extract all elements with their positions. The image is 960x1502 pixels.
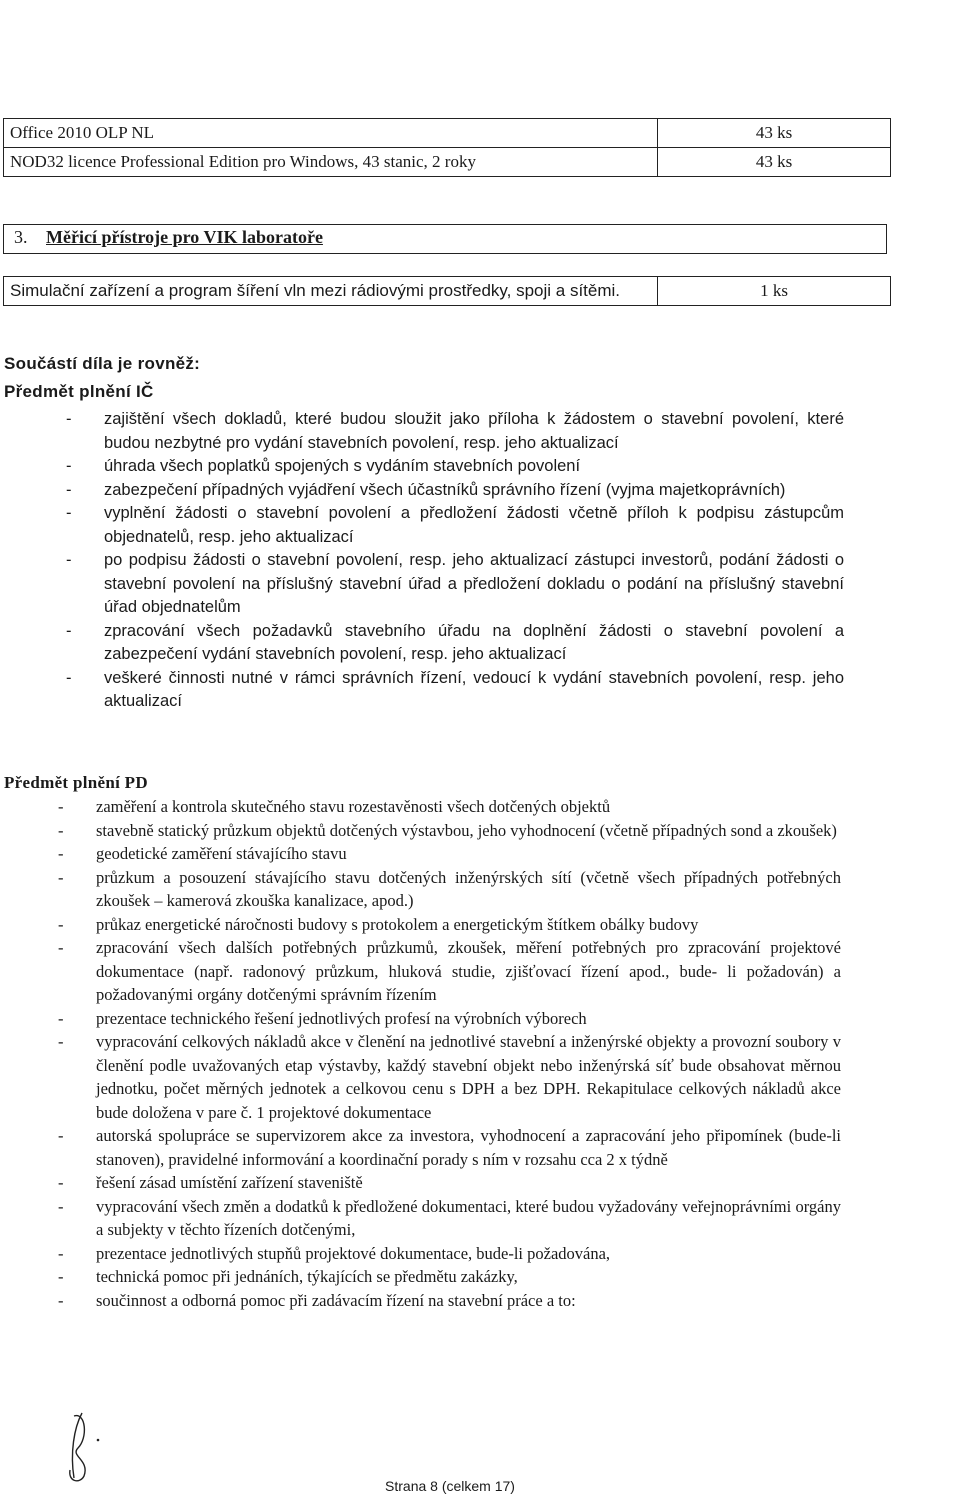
list-item: - technická pomoc při jednáních, týkajících se předmětu zakázky, bbox=[96, 1265, 841, 1289]
list-item: - řešení zásad umístění zařízení staveniště bbox=[96, 1171, 841, 1195]
list-item: - zaměření a kontrola skutečného stavu rozestavěnosti všech dotčených objektů bbox=[96, 795, 841, 819]
list-item: - vypracování celkových nákladů akce v členění na jednotlivé stavební a inženýrské objekty a provozní soubory v členění podle uvažovaných etap výstavby, každý stavební objekt nebo inženýrská síť bude obsahovat měrnou jednotku, počet měrných jednotek a celkovou cenu s DPH a bez DPH. Rekapitulace celkových nákladů akce bude doložena v pare č. 1 projektové dokumentace bbox=[96, 1030, 841, 1124]
item-qty: 43 ks bbox=[658, 148, 891, 177]
page-number: Strana 8 (celkem 17) bbox=[385, 1478, 515, 1494]
item-name: NOD32 licence Professional Edition pro Windows, 43 stanic, 2 roky bbox=[4, 148, 658, 177]
pd-heading: Předmět plnění PD bbox=[4, 773, 148, 792]
list-item: - zabezpečení případných vyjádření všech účastníků správního řízení (vyjma majetkoprávních) bbox=[104, 479, 844, 503]
pd-list bbox=[96, 795, 841, 1312]
section-title: Měřicí přístroje pro VIK laboratoře bbox=[46, 227, 323, 247]
list-item: - průzkum a posouzení stávajícího stavu dotčených inženýrských sítí (včetně všech případných potřebných zkoušek – kamerová zkouška kanalizace, apod.) bbox=[96, 866, 841, 913]
signature-initial bbox=[60, 1408, 110, 1488]
list-item: - geodetické zaměření stávajícího stavu bbox=[96, 842, 841, 866]
list-item: - prezentace jednotlivých stupňů projektové dokumentace, bude-li požadována, bbox=[96, 1242, 841, 1266]
item-name: Office 2010 OLP NL bbox=[4, 119, 658, 148]
item-qty: 1 ks bbox=[658, 277, 891, 306]
ic-heading: Předmět plnění IČ bbox=[4, 382, 154, 401]
table-row bbox=[4, 119, 891, 148]
list-item: - vyplnění žádosti o stavební povolení a předložení žádosti včetně příloh k podpisu zástupcům objednatelů, resp. jeho aktualizací bbox=[104, 502, 844, 549]
page-footer bbox=[0, 1478, 960, 1494]
list-item: - stavebně statický průzkum objektů dotčených výstavbou, jeho vyhodnocení (včetně případných sond a zkoušek) bbox=[96, 819, 841, 843]
ic-list bbox=[104, 408, 844, 714]
list-item: - zajištění všech dokladů, které budou sloužit jako příloha k žádostem o stavební povolení, které budou nezbytné pro vydání stavebních povolení, resp. jeho aktualizací bbox=[104, 408, 844, 455]
list-item: - veškeré činnosti nutné v rámci správních řízení, vedoucí k vydání stavebních povolení, resp. jeho aktualizací bbox=[104, 667, 844, 714]
list-item: - vypracování všech změn a dodatků k předložené dokumentaci, které budou vyžadovány veřejnoprávními orgány a subjekty v těchto řízeních dotčenými, bbox=[96, 1195, 841, 1242]
table-row bbox=[4, 148, 891, 177]
item-name: Simulační zařízení a program šíření vln mezi rádiovými prostředky, spoji a sítěmi. bbox=[4, 277, 658, 306]
item-qty: 43 ks bbox=[658, 119, 891, 148]
list-item: - zpracování všech požadavků stavebního úřadu na doplnění žádosti o stavební povolení a zabezpečení vydání stavebních povolení, resp. jeho aktualizací bbox=[104, 620, 844, 667]
list-item: - průkaz energetické náročnosti budovy s protokolem a energetickým štítkem obálky budovy bbox=[96, 913, 841, 937]
software-table bbox=[3, 118, 891, 177]
section-3-heading bbox=[3, 224, 887, 254]
list-item: - po podpisu žádosti o stavební povolení, resp. jeho aktualizací zástupci investorů, podání žádosti o stavební povolení na příslušný stavební úřad a předložení dokladu o podání na příslušný stavební úřad objednatelům bbox=[104, 549, 844, 620]
section-number: 3. bbox=[14, 227, 28, 247]
list-item: - úhrada všech poplatků spojených s vydáním stavebních povolení bbox=[104, 455, 844, 479]
list-item: - zpracování všech dalších potřebných průzkumů, zkoušek, měření potřebných pro zpracování projektové dokumentace (např. radonový průzkum, hluková studie, zjišťovací řízení apod., bude- li požadován) a požadovanými orgány dotčenými správním řízením bbox=[96, 936, 841, 1007]
list-item: - prezentace technického řešení jednotlivých profesí na výrobních výborech bbox=[96, 1007, 841, 1031]
list-item: - autorská spolupráce se supervizorem akce za investora, vyhodnocení a zapracování jeho připomínek (bude-li stanoven), pravidelné informování a koordinační porady s ním v rozsahu cca 2 x týdně bbox=[96, 1124, 841, 1171]
list-item: - součinnost a odborná pomoc při zadávacím řízení na stavební práce a to: bbox=[96, 1289, 841, 1313]
table-row bbox=[4, 277, 891, 306]
device-table bbox=[3, 276, 891, 306]
includes-heading: Součástí díla je rovněž: bbox=[4, 354, 201, 373]
